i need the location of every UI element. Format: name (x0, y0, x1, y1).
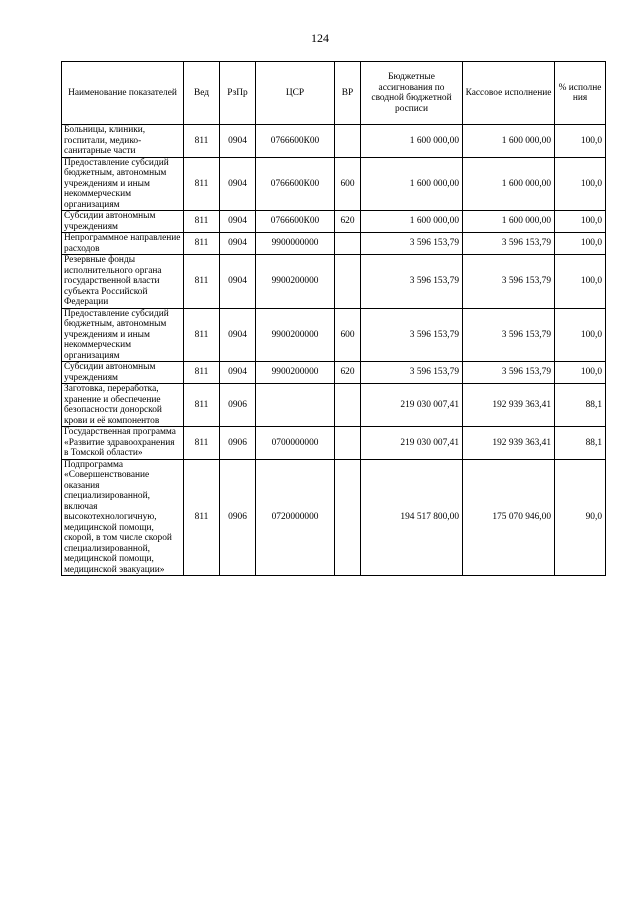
cell-csr: 0766600К00 (256, 125, 335, 158)
cell-rzpr: 0904 (220, 255, 256, 309)
table-row (62, 233, 606, 255)
header-ved: Вед (184, 62, 220, 125)
cell-rzpr: 0906 (220, 384, 256, 427)
cell-percent: 90,0 (555, 459, 606, 576)
cell-budget: 1 600 000,00 (361, 157, 463, 211)
cell-vr (335, 255, 361, 309)
cell-ved: 811 (184, 125, 220, 158)
cell-csr: 0766600К00 (256, 157, 335, 211)
cell-rzpr: 0904 (220, 125, 256, 158)
header-budget: Бюджетные ассигнования по сводной бюджетной росписи (361, 62, 463, 125)
cell-cash: 192 939 363,41 (463, 427, 555, 460)
budget-execution-table (61, 61, 606, 576)
cell-csr: 0720000000 (256, 459, 335, 576)
cell-csr: 0700000000 (256, 427, 335, 460)
cell-name: Больницы, клиники, госпитали, медико-санитарные части (62, 125, 184, 158)
cell-rzpr: 0904 (220, 308, 256, 362)
cell-cash: 1 600 000,00 (463, 125, 555, 158)
cell-budget: 219 030 007,41 (361, 427, 463, 460)
cell-budget: 1 600 000,00 (361, 211, 463, 233)
cell-csr (256, 384, 335, 427)
cell-csr: 9900200000 (256, 255, 335, 309)
cell-budget: 3 596 153,79 (361, 362, 463, 384)
cell-cash: 1 600 000,00 (463, 211, 555, 233)
cell-ved: 811 (184, 427, 220, 460)
cell-name: Предоставление субсидий бюджетным, автономным учреждениям и иным некоммерческим организациям (62, 157, 184, 211)
cell-vr (335, 125, 361, 158)
cell-budget: 194 517 800,00 (361, 459, 463, 576)
cell-rzpr: 0904 (220, 211, 256, 233)
cell-rzpr: 0904 (220, 233, 256, 255)
cell-ved: 811 (184, 459, 220, 576)
cell-vr: 620 (335, 211, 361, 233)
cell-percent: 100,0 (555, 362, 606, 384)
cell-vr (335, 427, 361, 460)
cell-percent: 100,0 (555, 308, 606, 362)
cell-percent: 100,0 (555, 125, 606, 158)
header-percent: % исполне ния (555, 62, 606, 125)
cell-percent: 100,0 (555, 211, 606, 233)
table-row (62, 427, 606, 460)
cell-name: Субсидии автономным учреждениям (62, 211, 184, 233)
cell-name: Резервные фонды исполнительного органа государственной власти субъекта Российской Федерации (62, 255, 184, 309)
table-row (62, 308, 606, 362)
cell-budget: 1 600 000,00 (361, 125, 463, 158)
cell-ved: 811 (184, 384, 220, 427)
cell-vr (335, 384, 361, 427)
cell-csr: 9900200000 (256, 362, 335, 384)
cell-percent: 88,1 (555, 384, 606, 427)
header-cash: Кассовое исполнение (463, 62, 555, 125)
cell-vr: 600 (335, 157, 361, 211)
cell-vr: 620 (335, 362, 361, 384)
page-number: 124 (311, 31, 329, 45)
cell-rzpr: 0906 (220, 427, 256, 460)
cell-budget: 3 596 153,79 (361, 255, 463, 309)
cell-vr: 600 (335, 308, 361, 362)
cell-name: Подпрограмма «Совершенствование оказания специализированной, включая высокотехнологичную, медицинской помощи, скорой, в том числе скорой специализированной, медицинской помощи, медицинской эвакуации» (62, 459, 184, 576)
cell-cash: 3 596 153,79 (463, 233, 555, 255)
header-vr: ВР (335, 62, 361, 125)
cell-percent: 100,0 (555, 233, 606, 255)
table-row (62, 211, 606, 233)
cell-rzpr: 0906 (220, 459, 256, 576)
cell-ved: 811 (184, 362, 220, 384)
cell-cash: 3 596 153,79 (463, 362, 555, 384)
cell-name: Субсидии автономным учреждениям (62, 362, 184, 384)
cell-budget: 3 596 153,79 (361, 233, 463, 255)
cell-rzpr: 0904 (220, 362, 256, 384)
cell-budget: 219 030 007,41 (361, 384, 463, 427)
cell-csr: 9900000000 (256, 233, 335, 255)
cell-cash: 3 596 153,79 (463, 255, 555, 309)
cell-name: Предоставление субсидий бюджетным, автономным учреждениям и иным некоммерческим организациям (62, 308, 184, 362)
cell-cash: 175 070 946,00 (463, 459, 555, 576)
cell-cash: 3 596 153,79 (463, 308, 555, 362)
table-header-row (62, 62, 606, 125)
cell-percent: 100,0 (555, 157, 606, 211)
header-name: Наименование показателей (62, 62, 184, 125)
cell-vr (335, 233, 361, 255)
table-row (62, 157, 606, 211)
cell-name: Непрограммное направление расходов (62, 233, 184, 255)
cell-cash: 1 600 000,00 (463, 157, 555, 211)
cell-name: Государственная программа «Развитие здравоохранения в Томской области» (62, 427, 184, 460)
cell-cash: 192 939 363,41 (463, 384, 555, 427)
table-row (62, 459, 606, 576)
cell-ved: 811 (184, 255, 220, 309)
cell-ved: 811 (184, 157, 220, 211)
cell-csr: 9900200000 (256, 308, 335, 362)
table-row (62, 125, 606, 158)
header-csr: ЦСР (256, 62, 335, 125)
table-row (62, 362, 606, 384)
cell-ved: 811 (184, 308, 220, 362)
cell-name: Заготовка, переработка, хранение и обеспечение безопасности донорской крови и её компонентов (62, 384, 184, 427)
table-row (62, 384, 606, 427)
cell-percent: 88,1 (555, 427, 606, 460)
cell-vr (335, 459, 361, 576)
cell-rzpr: 0904 (220, 157, 256, 211)
cell-budget: 3 596 153,79 (361, 308, 463, 362)
cell-ved: 811 (184, 211, 220, 233)
cell-ved: 811 (184, 233, 220, 255)
cell-percent: 100,0 (555, 255, 606, 309)
header-rzpr: РзПр (220, 62, 256, 125)
cell-csr: 0766600К00 (256, 211, 335, 233)
table-row (62, 255, 606, 309)
